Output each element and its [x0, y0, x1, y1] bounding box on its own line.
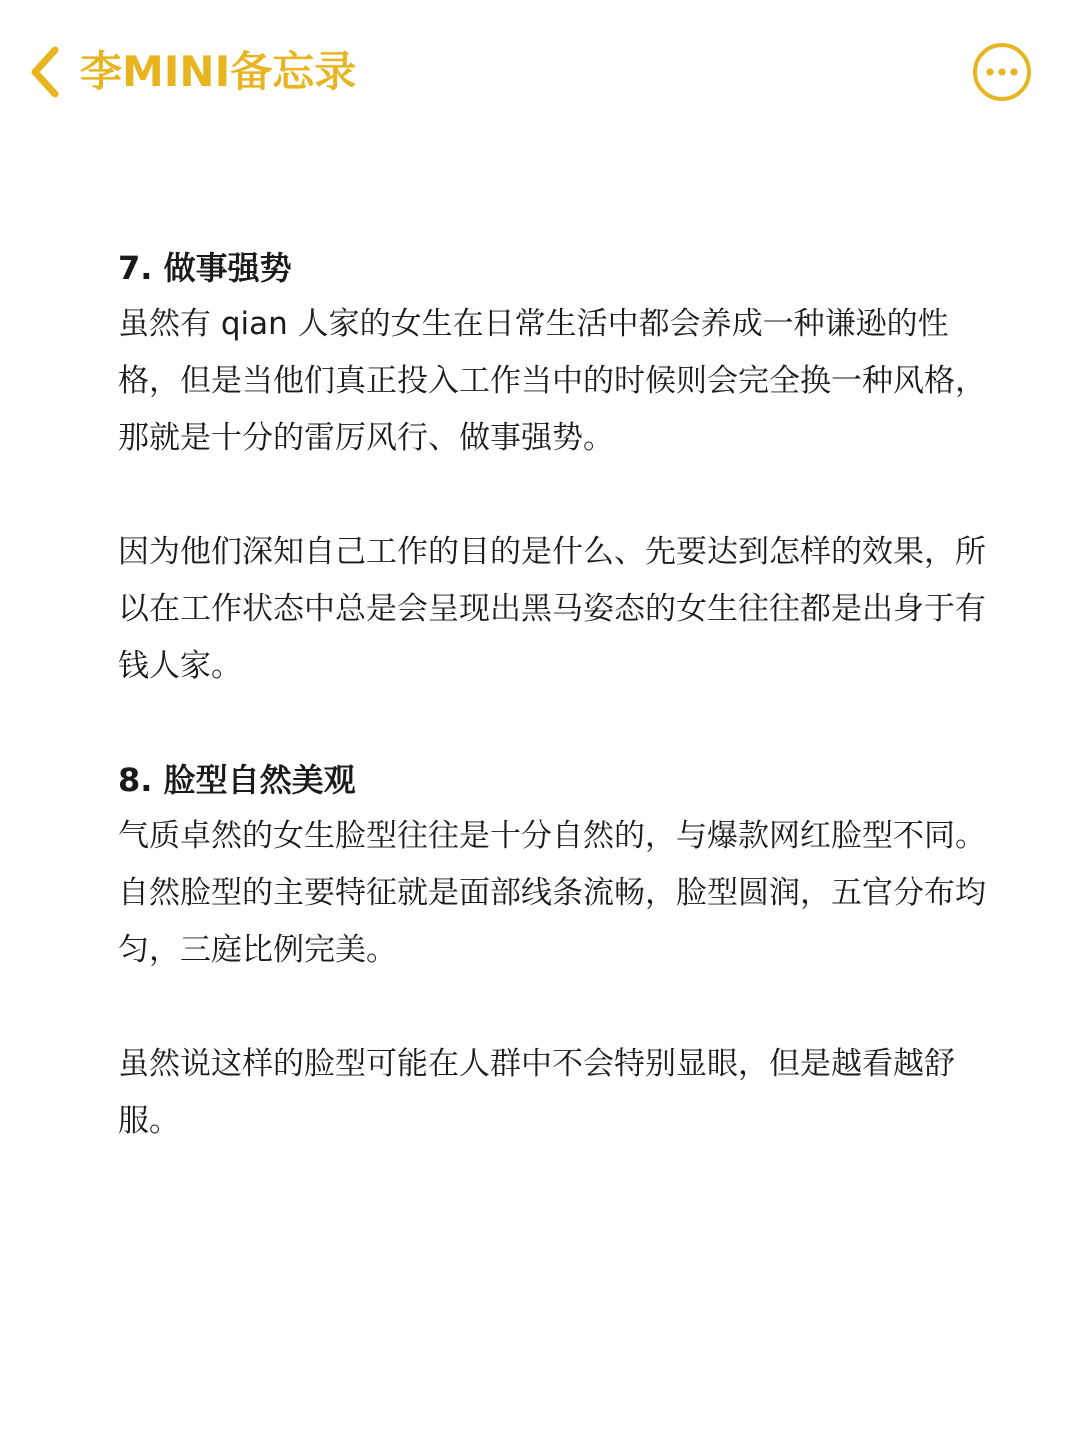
section-heading: 8. 脸型自然美观 — [118, 761, 356, 799]
more-horizontal-icon — [972, 42, 1032, 102]
section-heading: 7. 做事强势 — [118, 249, 292, 287]
chevron-left-icon — [25, 44, 65, 100]
section-paragraph: 气质卓然的女生脸型往往是十分自然的，与爆款网红脸型不同。自然脸型的主要特征就是面部线条流畅，脸型圆润，五官分布均匀，三庭比例完美。 — [118, 818, 986, 968]
back-button[interactable] — [18, 40, 72, 104]
section-paragraph: 虽然说这样的脸型可能在人群中不会特别显眼，但是越看越舒服。 — [118, 1046, 955, 1139]
note-content — [118, 240, 998, 1150]
section-paragraph: 因为他们深知自己工作的目的是什么、先要达到怎样的效果，所以在工作状态中总是会呈现出黑马姿态的女生往往都是出身于有钱人家。 — [118, 534, 986, 684]
note-section — [118, 240, 998, 695]
more-options-button[interactable] — [972, 42, 1032, 102]
section-paragraph: 虽然有 qian 人家的女生在日常生活中都会养成一种谦逊的性格，但是当他们真正投入工作当中的时候则会完全换一种风格，那就是十分的雷厉风行、做事强势。 — [118, 306, 986, 456]
navigation-bar — [0, 0, 1080, 150]
page-title: 李MINI备忘录 — [80, 47, 357, 96]
note-section — [118, 752, 998, 1150]
